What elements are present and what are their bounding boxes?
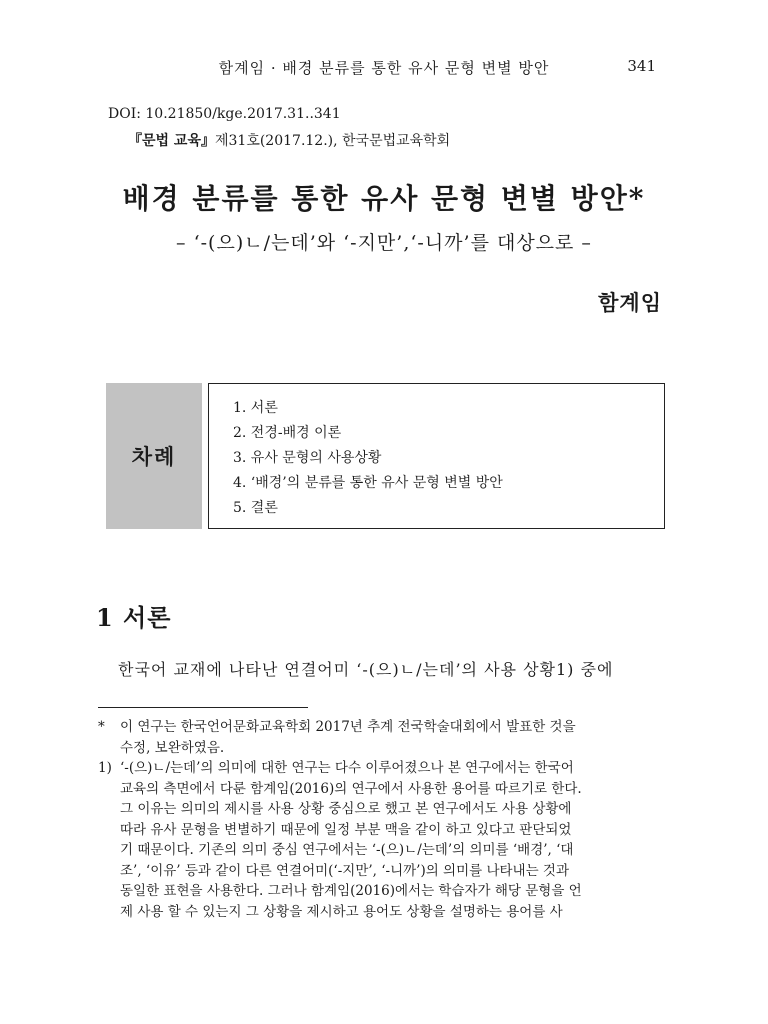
toc-label: 차례: [106, 383, 202, 529]
toc-item: 2. 전경-배경 이론: [233, 425, 342, 441]
journal-name: 『문법 교육』: [128, 133, 215, 149]
toc-item: 1. 서론: [233, 400, 278, 416]
footnote-line: 동일한 표현을 사용한다. 그러나 함계임(2016)에서는 학습자가 해당 문형을 언: [120, 883, 582, 899]
footnote-line: ‘-(으)ㄴ/는데’의 의미에 대한 연구는 다수 이루어졌으나 본 연구에서는 한국어: [120, 760, 574, 776]
footnote-line: 조’, ‘이유’ 등과 같이 다른 연결어미(‘-지만’, ‘-니까’)의 의미를 나타내는 것과: [120, 862, 570, 879]
footnote-line: 따라 유사 문형을 변별하기 때문에 일정 부분 맥을 같이 하고 있다고 판단되었: [120, 821, 572, 838]
footnote-line: 이 연구는 한국언어문화교육학회 2017년 추계 전국학술대회에서 발표한 것을: [120, 719, 576, 735]
toc-item: 5. 결론: [233, 500, 278, 516]
toc-item: 4. ‘배경’의 분류를 통한 유사 문형 변별 방안: [233, 475, 503, 491]
footnote-divider: [98, 707, 308, 708]
footnote-line: 수정, 보완하였음.: [120, 739, 225, 756]
footnote-line: 기 때문이다. 기존의 의미 중심 연구에서는 ‘-(으)ㄴ/는데’의 의미를 ‘배경’, ‘대: [120, 842, 574, 858]
footnote-line: 그 이유는 의미의 제시를 사용 상황 중심으로 했고 본 연구에서도 사용 상황에: [120, 801, 572, 817]
journal-details: 제31호(2017.12.), 한국문법교육학회: [214, 133, 451, 149]
toc-list: [208, 383, 665, 529]
footnote-star-mark: *: [98, 719, 105, 735]
table-of-contents: [106, 383, 665, 529]
journal-info: [128, 130, 450, 150]
toc-item: 3. 유사 문형의 사용상황: [233, 450, 382, 466]
page-number: 341: [627, 57, 656, 75]
author-name: 함계임: [598, 290, 662, 315]
footnote-line: 교육의 측면에서 다룬 함계임(2016)의 연구에서 사용한 용어를 따르기로 한다.: [120, 780, 582, 797]
section-heading: 1 서론: [96, 603, 172, 632]
footnote-line: 제 사용 할 수 있는지 그 상황을 제시하고 용어도 상황을 설명하는 용어를 사: [120, 903, 563, 920]
doi-line: DOI: 10.21850/kge.2017.31..341: [108, 106, 341, 122]
paper-title: 배경 분류를 통한 유사 문형 변별 방안*: [122, 182, 646, 215]
running-head: 함계임 · 배경 분류를 통한 유사 문형 변별 방안: [218, 59, 550, 77]
body-paragraph: 한국어 교재에 나타난 연결어미 ‘-(으)ㄴ/는데’의 사용 상황1) 중에: [118, 660, 614, 679]
footnote-1-mark: 1): [98, 760, 112, 776]
paper-subtitle: – ‘-(으)ㄴ/는데’와 ‘-지만’,‘-니까’를 대상으로 –: [176, 232, 592, 254]
